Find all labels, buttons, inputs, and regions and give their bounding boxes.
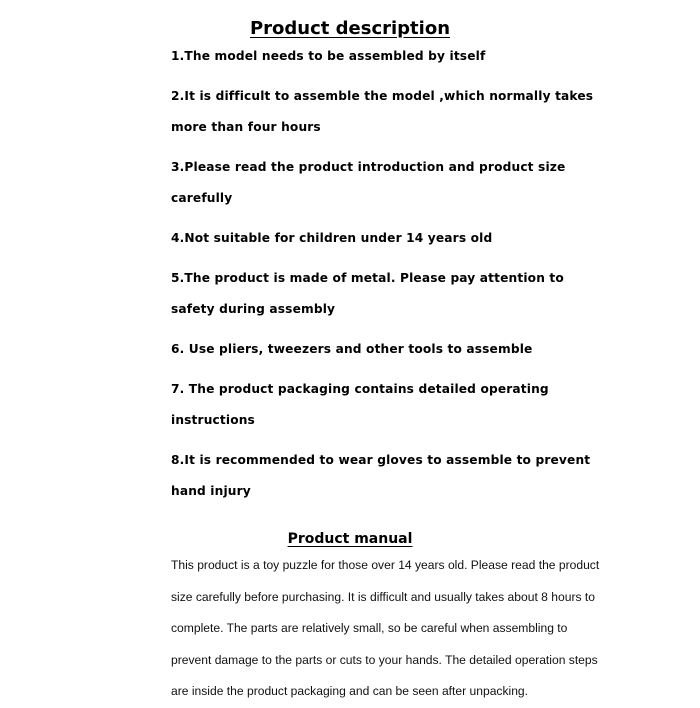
product-description-heading: Product description bbox=[249, 18, 451, 40]
description-item: 3.Please read the product introduction and product size carefully bbox=[171, 159, 566, 206]
product-description-list bbox=[171, 41, 611, 516]
description-item: 6. Use pliers, tweezers and other tools to assemble bbox=[171, 341, 533, 356]
product-manual-heading: Product manual bbox=[287, 530, 413, 547]
description-item: 7. The product packaging contains detailed operating instructions bbox=[171, 381, 549, 427]
description-item: 8.It is recommended to wear gloves to assemble to prevent hand injury bbox=[171, 452, 591, 499]
description-item: 4.Not suitable for children under 14 years old bbox=[171, 230, 493, 245]
description-item: 5.The product is made of metal. Please pay attention to safety during assembly bbox=[171, 270, 564, 317]
product-manual-paragraph: This product is a toy puzzle for those over 14 years old. Please read the product size carefully before purchasing. It is difficult and usually takes about 8 hours to complete. The parts are relatively small, so be careful when assembling to prevent damage to the parts or cuts to your hands. The detailed operation steps are inside the product packaging and can be seen after unpacking. bbox=[171, 558, 600, 699]
description-item: 2.It is difficult to assemble the model ,which normally takes more than four hours bbox=[171, 88, 594, 135]
description-item: 1.The model needs to be assembled by itself bbox=[171, 49, 486, 63]
